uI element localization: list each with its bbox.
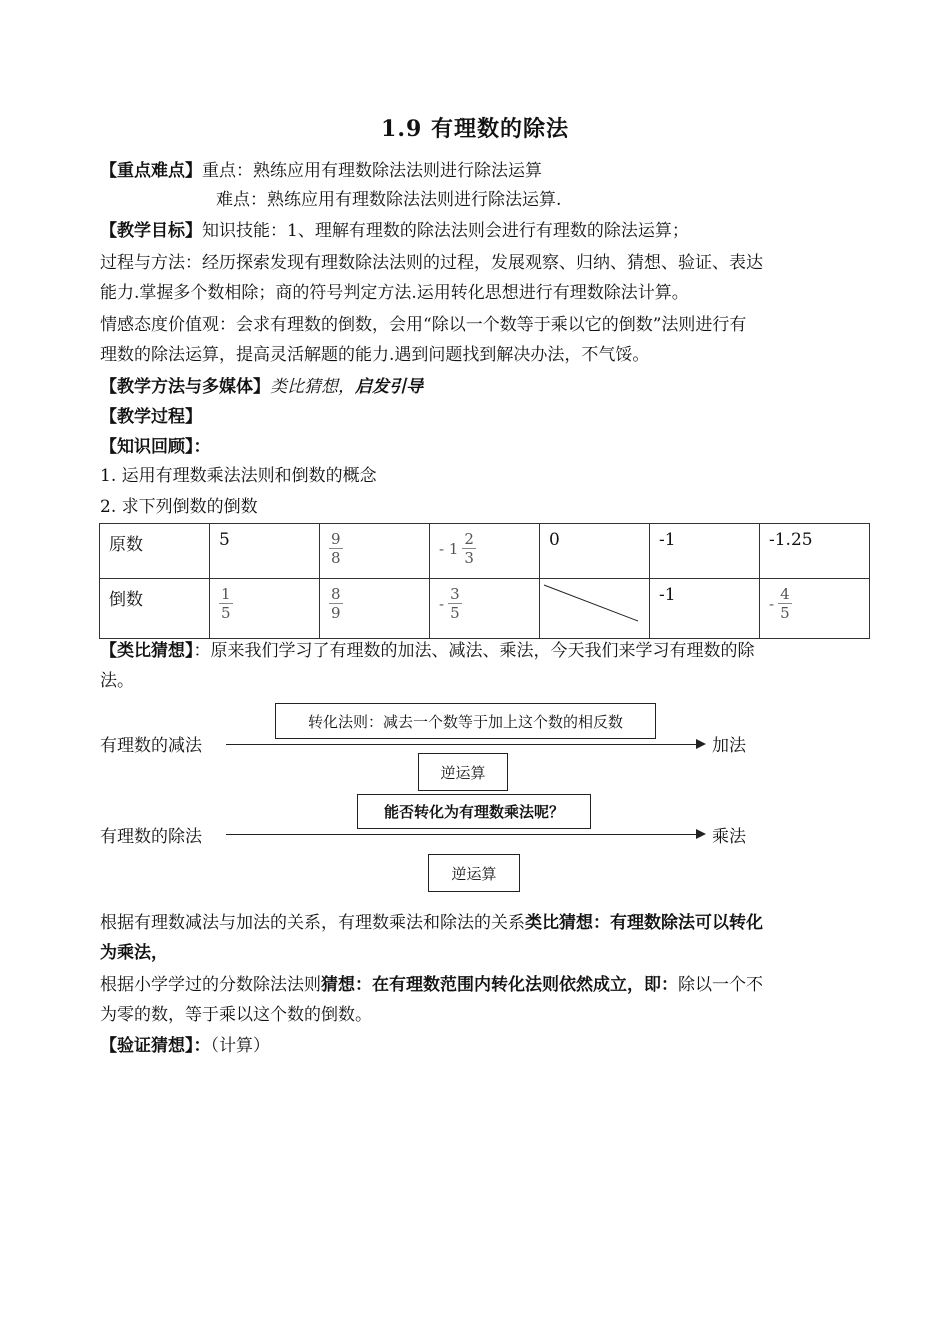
page-title: 1.9 有理数的除法 <box>381 116 569 142</box>
fraction: $\frac{8}{9}$ <box>331 585 341 622</box>
table-row <box>100 524 870 579</box>
method-text-1: 类比猜想， <box>270 377 355 397</box>
table-cell: 5 <box>210 524 320 579</box>
division-question-box: 能否转化为有理数乘法呢？ <box>357 794 591 829</box>
verify-line <box>100 1035 850 1057</box>
analogy-text-1: ：原来我们学习了有理数的加法、减法、乘法，今天我们来学习有理数的除 <box>193 641 755 661</box>
goals-emotion-2: 理数的除法运算，提高灵活解题的能力.遇到问题找到解决办法，不气馁。 <box>100 345 650 365</box>
fraction: $\frac{9}{8}$ <box>331 530 341 567</box>
conclusion-line-2: 为乘法， <box>100 943 168 963</box>
table-cell: 原数 <box>100 524 210 579</box>
analogy-line <box>100 640 850 662</box>
review-item-1: 1. 运用有理数乘法法则和倒数的概念 <box>100 466 377 486</box>
goals-emotion-1: 情感态度价值观：会求有理数的倒数，会用“除以一个数等于乘以它的倒数”法则进行有 <box>100 315 747 335</box>
inverse-box-2: 逆运算 <box>428 854 520 892</box>
table-row <box>100 579 870 639</box>
division-label: 有理数的除法 <box>100 827 202 847</box>
analogy-label: 【类比猜想】 <box>100 641 194 661</box>
arrow-head-icon <box>696 739 706 749</box>
table-cell: 0 <box>540 524 650 579</box>
subtraction-rule-box: 转化法则：减去一个数等于加上这个数的相反数 <box>275 703 656 739</box>
process-label: 【教学过程】 <box>100 407 202 427</box>
goals-line <box>100 220 850 242</box>
goals-process-2: 能力.掌握多个数相除；商的符号判定方法.运用转化思想进行有理数除法计算。 <box>100 283 689 303</box>
verify-label: 【验证猜想】： <box>100 1036 211 1056</box>
table-cell: -1.25 <box>760 524 870 579</box>
arrow-head-icon <box>696 829 706 839</box>
conclusion-line-1: 根据有理数减法与加法的关系，有理数乘法和除法的关系类比猜想：有理数除法可以转化 <box>100 913 763 933</box>
review-label: 【知识回顾】 <box>100 437 194 457</box>
table-cell: 倒数 <box>100 579 210 639</box>
goals-knowledge: 知识技能：1、理解有理数的除法法则会进行有理数的除法运算； <box>202 221 689 241</box>
review-line <box>100 436 850 458</box>
fraction: $\frac{2}{3}$ <box>464 530 474 567</box>
table-cell <box>320 579 430 639</box>
key-points-difficulty: 难点：熟练应用有理数除法法则进行除法运算. <box>216 190 562 210</box>
key-points-label: 【重点难点】 <box>100 161 202 181</box>
subtraction-label: 有理数的减法 <box>100 736 202 756</box>
table-cell: - $\frac{3}{5}$ <box>430 579 540 639</box>
conclusion-line-3: 根据小学学过的分数除法法则猜想：在有理数范围内转化法则依然成立，即：除以一个不 <box>100 975 763 995</box>
diagonal-slash <box>540 579 649 633</box>
method-text-2: 启发引导 <box>355 377 423 397</box>
inverse-box-1: 逆运算 <box>418 753 508 791</box>
key-points-line <box>100 160 850 182</box>
reciprocal-table <box>99 523 870 639</box>
review-item-2: 2. 求下列倒数的倒数 <box>100 497 258 517</box>
fraction: $\frac{4}{5}$ <box>780 585 790 622</box>
method-line <box>100 376 850 398</box>
table-cell: - $\frac{4}{5}$ <box>760 579 870 639</box>
table-cell: - 1 $\frac{2}{3}$ <box>430 524 540 579</box>
method-label: 【教学方法与多媒体】 <box>100 377 270 397</box>
addition-label: 加法 <box>712 736 746 756</box>
fraction: $\frac{1}{5}$ <box>221 585 231 622</box>
goals-process-1: 过程与方法：经历探索发现有理数除法法则的过程，发展观察、归纳、猜想、验证、表达 <box>100 253 763 273</box>
key-points-emphasis: 重点：熟练应用有理数除法法则进行除法运算 <box>202 161 542 181</box>
division-arrow <box>226 834 698 835</box>
multiplication-label: 乘法 <box>712 827 746 847</box>
table-cell <box>320 524 430 579</box>
table-cell-slash <box>540 579 650 639</box>
review-colon: ： <box>193 437 211 457</box>
table-cell: -1 <box>650 524 760 579</box>
conclusion-line-4: 为零的数，等于乘以这个数的倒数。 <box>100 1005 372 1025</box>
table-cell <box>210 579 320 639</box>
analogy-text-2: 法。 <box>100 671 134 691</box>
goals-label: 【教学目标】 <box>100 221 202 241</box>
verify-text: （计算） <box>210 1036 270 1056</box>
table-cell: -1 <box>650 579 760 639</box>
fraction: $\frac{3}{5}$ <box>450 585 460 622</box>
subtraction-arrow <box>226 744 698 745</box>
